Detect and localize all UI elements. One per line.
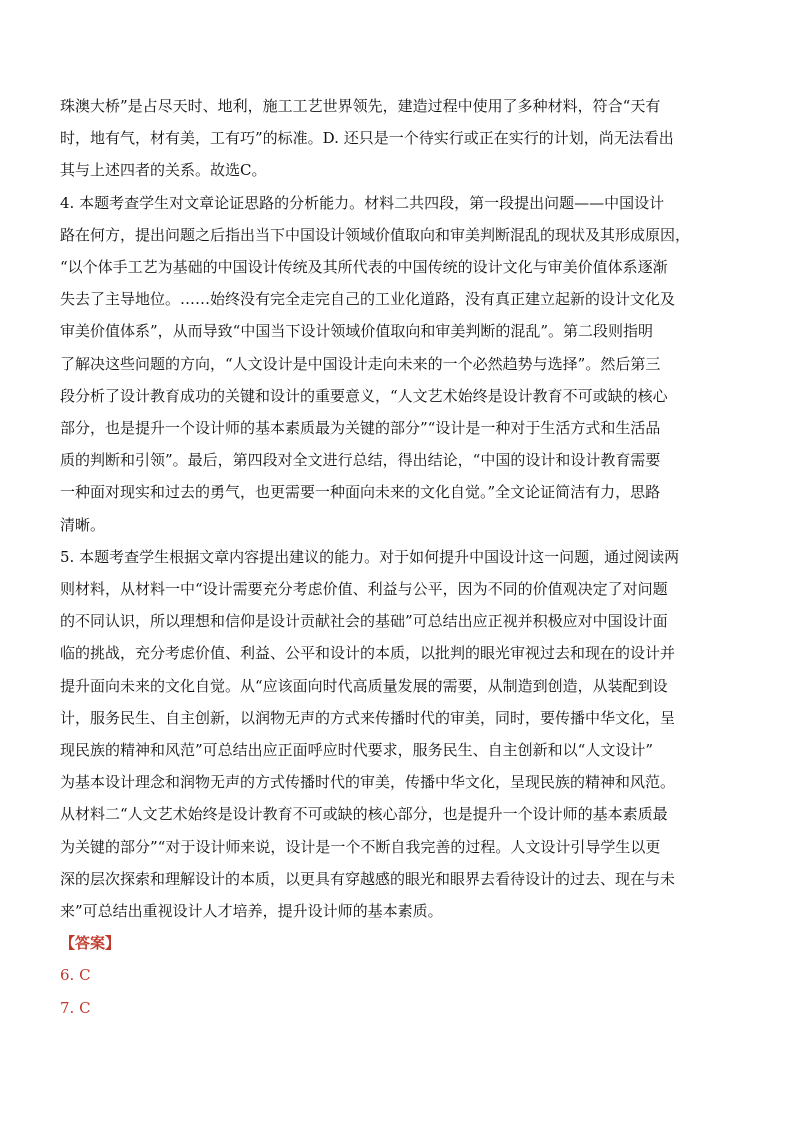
answer-item: 7. C xyxy=(60,998,91,1017)
text-line: “以个体手工艺为基础的中国设计传统及其所代表的中国传统的设计文化与审美价值体系逐渐 xyxy=(60,258,668,276)
text-line: 4. 本题考查学生对文章论证思路的分析能力。材料二共四段，第一段提出问题——中国设计 xyxy=(60,193,665,212)
text-line: 深的层次探索和理解设计的本质，以更具有穿越感的眼光和眼界去看待设计的过去、现在与未 xyxy=(60,869,676,888)
text-line: 审美价值体系”，从而导致“中国当下设计领域价值取向和审美判断的混乱”。第二段则指明 xyxy=(60,322,654,341)
text-line: 来”可总结出重视设计人才培养，提升设计师的基本素质。 xyxy=(60,902,443,920)
text-line: 清晰。 xyxy=(60,515,106,534)
text-line: 段分析了设计教育成功的关键和设计的重要意义，“人文艺术始终是设计教育不可或缺的核心 xyxy=(60,386,668,405)
text-line: 时，地有气，材有美，工有巧”的标准。D. 还只是一个待实行或正在实行的计划，尚无法看出 xyxy=(60,129,674,148)
text-line: 了解决这些问题的方向，“人文设计是中国设计走向未来的一个必然趋势与选择”。然后第三 xyxy=(60,354,661,373)
text-line: 为基本设计理念和润物无声的方式传播时代的审美，传播中华文化，呈现民族的精神和风范。 xyxy=(60,773,676,792)
answer-item: 6. C xyxy=(60,966,91,985)
text-line: 部分，也是提升一个设计师的基本素质最为关键的部分”“设计是一种对于生活方式和生活品 xyxy=(60,419,661,437)
text-line: 质的判断和引领”。最后，第四段对全文进行总结，得出结论，“中国的设计和设计教育需要 xyxy=(60,451,661,470)
text-line: 珠澳大桥”是占尽天时、地利，施工工艺世界领先，建造过程中使用了多种材料，符合“天有 xyxy=(60,97,661,115)
text-line: 的不同认识，所以理想和信仰是设计贡献社会的基础”可总结出应正视并积极应对中国设计面 xyxy=(60,612,668,631)
text-line: 一种面对现实和过去的勇气，也更需要一种面向未来的文化自觉。”全文论证简洁有力，思路 xyxy=(60,483,661,502)
text-line: 5. 本题考查学生根据文章内容提出建议的能力。对于如何提升中国设计这一问题，通过阅读两 xyxy=(60,547,680,566)
text-line: 路在何方，提出问题之后指出当下中国设计领域价值取向和审美判断混乱的现状及其形成原因， xyxy=(60,225,691,244)
text-line: 计，服务民生、自主创新，以润物无声的方式来传播时代的审美，同时，要传播中华文化，呈 xyxy=(60,708,676,727)
text-line: 为关键的部分”“对于设计师来说，设计是一个不断自我完善的过程。人文设计引导学生以更 xyxy=(60,837,661,856)
text-line: 则材料，从材料一中“设计需要充分考虑价值、利益与公平，因为不同的价值观决定了对问题 xyxy=(60,580,668,598)
text-line: 失去了主导地位。……始终没有完全走完自己的工业化道路，没有真正建立起新的设计文化及 xyxy=(60,290,676,309)
answer-label: 【答案】 xyxy=(60,934,121,953)
text-line: 其与上述四者的关系。故选C。 xyxy=(60,161,267,180)
text-line: 从材料二“人文艺术始终是设计教育不可或缺的核心部分，也是提升一个设计师的基本素质最 xyxy=(60,805,668,824)
text-line: 现民族的精神和风范”可总结出应正面呼应时代要求，服务民生、自主创新和以“人文设计” xyxy=(60,741,654,759)
text-line: 提升面向未来的文化自觉。从“应该面向时代高质量发展的需要，从制造到创造，从装配到设 xyxy=(60,676,668,695)
text-line: 临的挑战，充分考虑价值、利益、公平和设计的本质，以批判的眼光审视过去和现在的设计并 xyxy=(60,644,676,663)
